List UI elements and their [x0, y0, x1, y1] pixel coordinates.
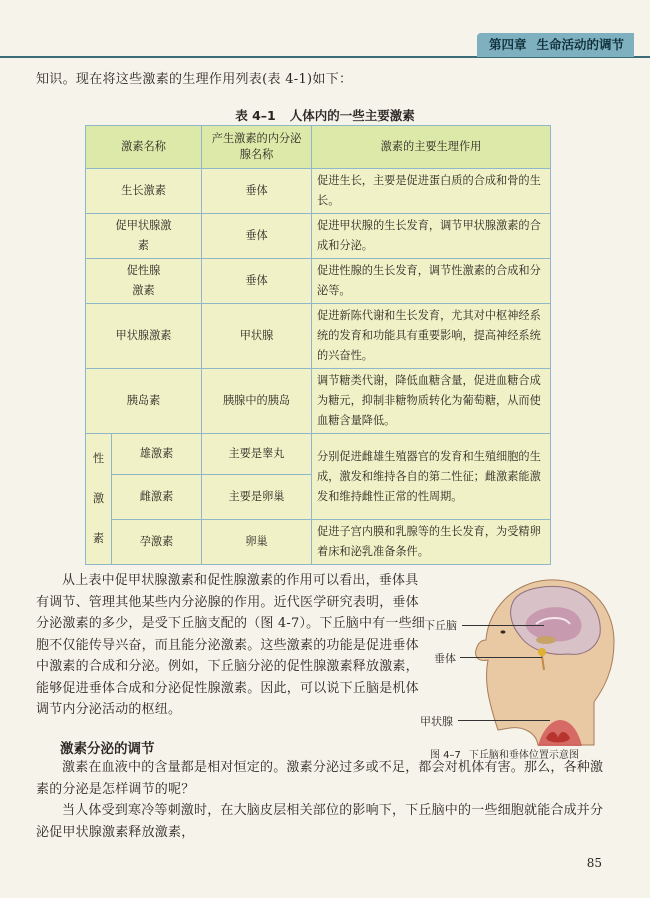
- header-hormone-name: 激素名称: [86, 126, 202, 169]
- header-gland: [202, 126, 312, 169]
- table-row: [86, 259, 551, 304]
- figure-caption-text: 下丘脑和垂体位置示意图: [468, 750, 579, 761]
- hormone-name: 胰岛素: [86, 369, 202, 434]
- hormone-name: 孕激素: [112, 520, 202, 565]
- page-header: [0, 0, 650, 58]
- hormone-name: 雌激素: [112, 475, 202, 520]
- chapter-tab: [477, 33, 634, 57]
- hormone-name: 雄激素: [112, 434, 202, 475]
- hormone-name: [86, 259, 202, 304]
- hormone-function: 调节糖类代谢，降低血糖含量，促进血糖合成为糖元，抑制非糖物质转化为葡萄糖，从而使血糖含量降低。: [312, 369, 551, 434]
- label-pituitary: 垂体: [434, 652, 456, 665]
- chapter-title: 生命活动的调节: [536, 37, 624, 52]
- table-header-row: [86, 126, 551, 169]
- hormone-name-text: 促甲状腺激素: [115, 219, 172, 252]
- sex-hormone-group-label: [86, 434, 112, 565]
- paragraph-cold-stimulus: 当人体受到寒冷等刺激时，在大脑皮层相关部位的影响下，下丘脑中的一些细胞就能合成并分泌促甲状腺激素释放激素，: [36, 803, 604, 840]
- hormone-name: [86, 214, 202, 259]
- page-number: 85: [586, 856, 602, 870]
- hormone-function: 促进甲状腺的生长发育，调节甲状腺激素的合成和分泌。: [312, 214, 551, 259]
- table-row: [86, 520, 551, 565]
- hormone-function: 促进子宫内膜和乳腺等的生长发育，为受精卵着床和泌乳准备条件。: [312, 520, 551, 565]
- hormone-name-text: 促性腺激素: [126, 264, 161, 297]
- gland-name: 甲状腺: [202, 304, 312, 369]
- hormone-name: 甲状腺激素: [86, 304, 202, 369]
- gland-name: 胰腺中的胰岛: [202, 369, 312, 434]
- gland-name: 主要是卵巢: [202, 475, 312, 520]
- paragraph-regulation: 激素在血液中的含量都是相对恒定的。激素分泌过多或不足，都会对机体有害。那么，各种激素的分泌是怎样调节的呢？: [36, 760, 604, 797]
- table-number: 表 4–1: [235, 108, 276, 123]
- hormone-function: 促进性腺的生长发育，调节性激素的合成和分泌等。: [312, 259, 551, 304]
- sex-label-char: 激: [92, 492, 105, 505]
- hormone-name: 生长激素: [86, 169, 202, 214]
- table-row: [86, 434, 551, 475]
- gland-name: 垂体: [202, 259, 312, 304]
- subheading-regulation: 激素分泌的调节: [60, 741, 155, 757]
- leader-line-hypothalamus: [462, 625, 544, 626]
- leader-line-thyroid: [458, 720, 550, 721]
- label-hypothalamus: 下丘脑: [424, 619, 457, 632]
- hormone-function: 促进生长，主要是促进蛋白质的合成和骨的生长。: [312, 169, 551, 214]
- table-caption: [0, 106, 650, 124]
- intro-line: 知识。现在将这些激素的生理作用列表(表 4-1)如下：: [36, 72, 353, 87]
- header-gland-text: 产生激素的内分泌腺名称: [211, 132, 302, 161]
- table-title: 人体内的一些主要激素: [289, 108, 415, 123]
- paragraph-pituitary: 从上表中促甲状腺激素和促性腺激素的作用可以看出，垂体具有调节、管理其他某些内分泌腺的作用。近代医学研究表明，垂体分泌激素的多少，是受下丘脑支配的（图 4-7）。下丘脑中有一些细胞不仅能传导兴奋，而且能分泌激素。这些激素的功能是促进垂体中激素的合成和分泌。例如，下丘脑分泌的促性腺激素释放激素，能够促进垂体合成和分泌促性腺激素。因此，可以说下丘脑是机体调节内分泌活动的枢纽。: [36, 573, 425, 717]
- hormone-function: 促进新陈代谢和生长发育，尤其对中枢神经系统的发育和功能具有重要影响，提高神经系统的兴奋性。: [312, 304, 551, 369]
- table-row: [86, 169, 551, 214]
- table-row: [86, 304, 551, 369]
- table-row: [86, 214, 551, 259]
- chapter-number: 第四章: [488, 37, 527, 52]
- sex-label-char: 素: [92, 532, 105, 545]
- header-function: 激素的主要生理作用: [312, 126, 551, 169]
- table-row: [86, 369, 551, 434]
- gland-name: 主要是睾丸: [202, 434, 312, 475]
- sex-label-char: 性: [92, 452, 105, 465]
- leader-line-pituitary: [460, 657, 542, 658]
- label-thyroid: 甲状腺: [420, 715, 453, 728]
- gland-name: 卵巢: [202, 520, 312, 565]
- figure-number: 图 4–7: [430, 750, 461, 761]
- hormone-function: 分别促进雌雄生殖器官的发育和生殖细胞的生成，激发和维持各自的第二性征；雌激素能激发和维持雌性正常的性周期。: [312, 434, 551, 520]
- hormone-table: [85, 125, 551, 565]
- gland-name: 垂体: [202, 169, 312, 214]
- gland-name: 垂体: [202, 214, 312, 259]
